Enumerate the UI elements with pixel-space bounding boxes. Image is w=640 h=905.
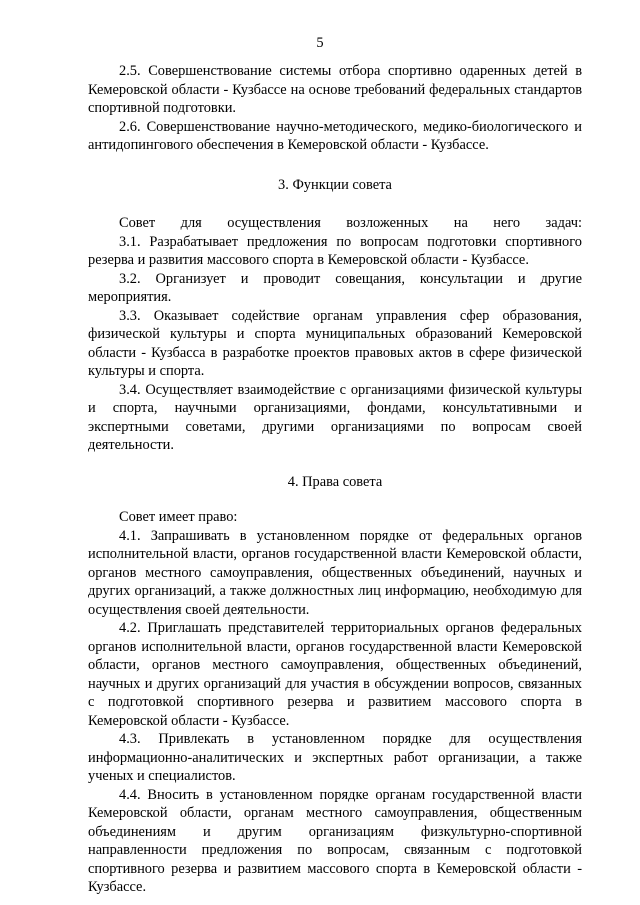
document-body (88, 62, 582, 897)
section-heading-functions: 3. Функции совета (278, 176, 392, 193)
paragraph-4-2: 4.2. Приглашать представителей территориальных органов федеральных органов исполнительной власти, органов государственной власти Кемеровской области, органов местного самоуправления, общественных объединений, научных и других организаций для участия в обсуждении вопросов, связанных с подготовкой спортивного резерва и развитием массового спорта в Кемеровской области - Кузбассе. (88, 620, 582, 729)
paragraph-3-1: 3.1. Разрабатывает предложения по вопросам подготовки спортивного резерва и развития массового спорта в Кемеровской области - Кузбассе. (88, 233, 582, 268)
page-number: 5 (316, 35, 324, 51)
section-intro-rights: Совет имеет право: (119, 509, 238, 525)
paragraph-2-5: 2.5. Совершенствование системы отбора спортивно одаренных детей в Кемеровской области - Кузбассе на основе требований федеральных стандартов спортивной подготовки. (88, 63, 582, 116)
paragraph-3-2: 3.2. Организует и проводит совещания, консультации и другие мероприятия. (88, 270, 582, 305)
paragraph-3-4: 3.4. Осуществляет взаимодействие с организациями физической культуры и спорта, научными организациями, фондами, консультативными и экспертными советами, другими организациями по вопросам своей деятельности. (88, 381, 582, 453)
paragraph-2-6: 2.6. Совершенствование научно-методического, медико-биологического и антидопингового обеспечения в Кемеровской области - Кузбассе. (88, 118, 582, 153)
paragraph-3-3: 3.3. Оказывает содействие органам управления сфер образования, физической культуры и спорта муниципальных образований Кемеровской области - Кузбасса в разработке проектов правовых актов в сфере физической культуры и спорта. (88, 307, 582, 379)
paragraph-4-1: 4.1. Запрашивать в установленном порядке от федеральных органов исполнительной власти, органов государственной власти Кемеровской области, органов местного самоуправления, общественных объединений, научных и других организаций, а также должностных лиц информацию, необходимую для осуществления своей деятельности. (88, 527, 582, 618)
section-intro-functions: Совет для осуществления возложенных на него задач: (119, 215, 582, 231)
paragraph-4-4: 4.4. Вносить в установленном порядке органам государственной власти Кемеровской области, органам местного самоуправления, общественным объединениям и другим организациям физкультурно-спортивной направленности предложения по вопросам, связанным с подготовкой спортивного резерва и развитием массового спорта в Кемеровской области - Кузбассе. (88, 786, 582, 895)
paragraph-4-3: 4.3. Привлекать в установленном порядке для осуществления информационно-аналитических и экспертных работ организации, а также ученых и специалистов. (88, 731, 582, 784)
section-heading-rights: 4. Права совета (287, 473, 383, 490)
